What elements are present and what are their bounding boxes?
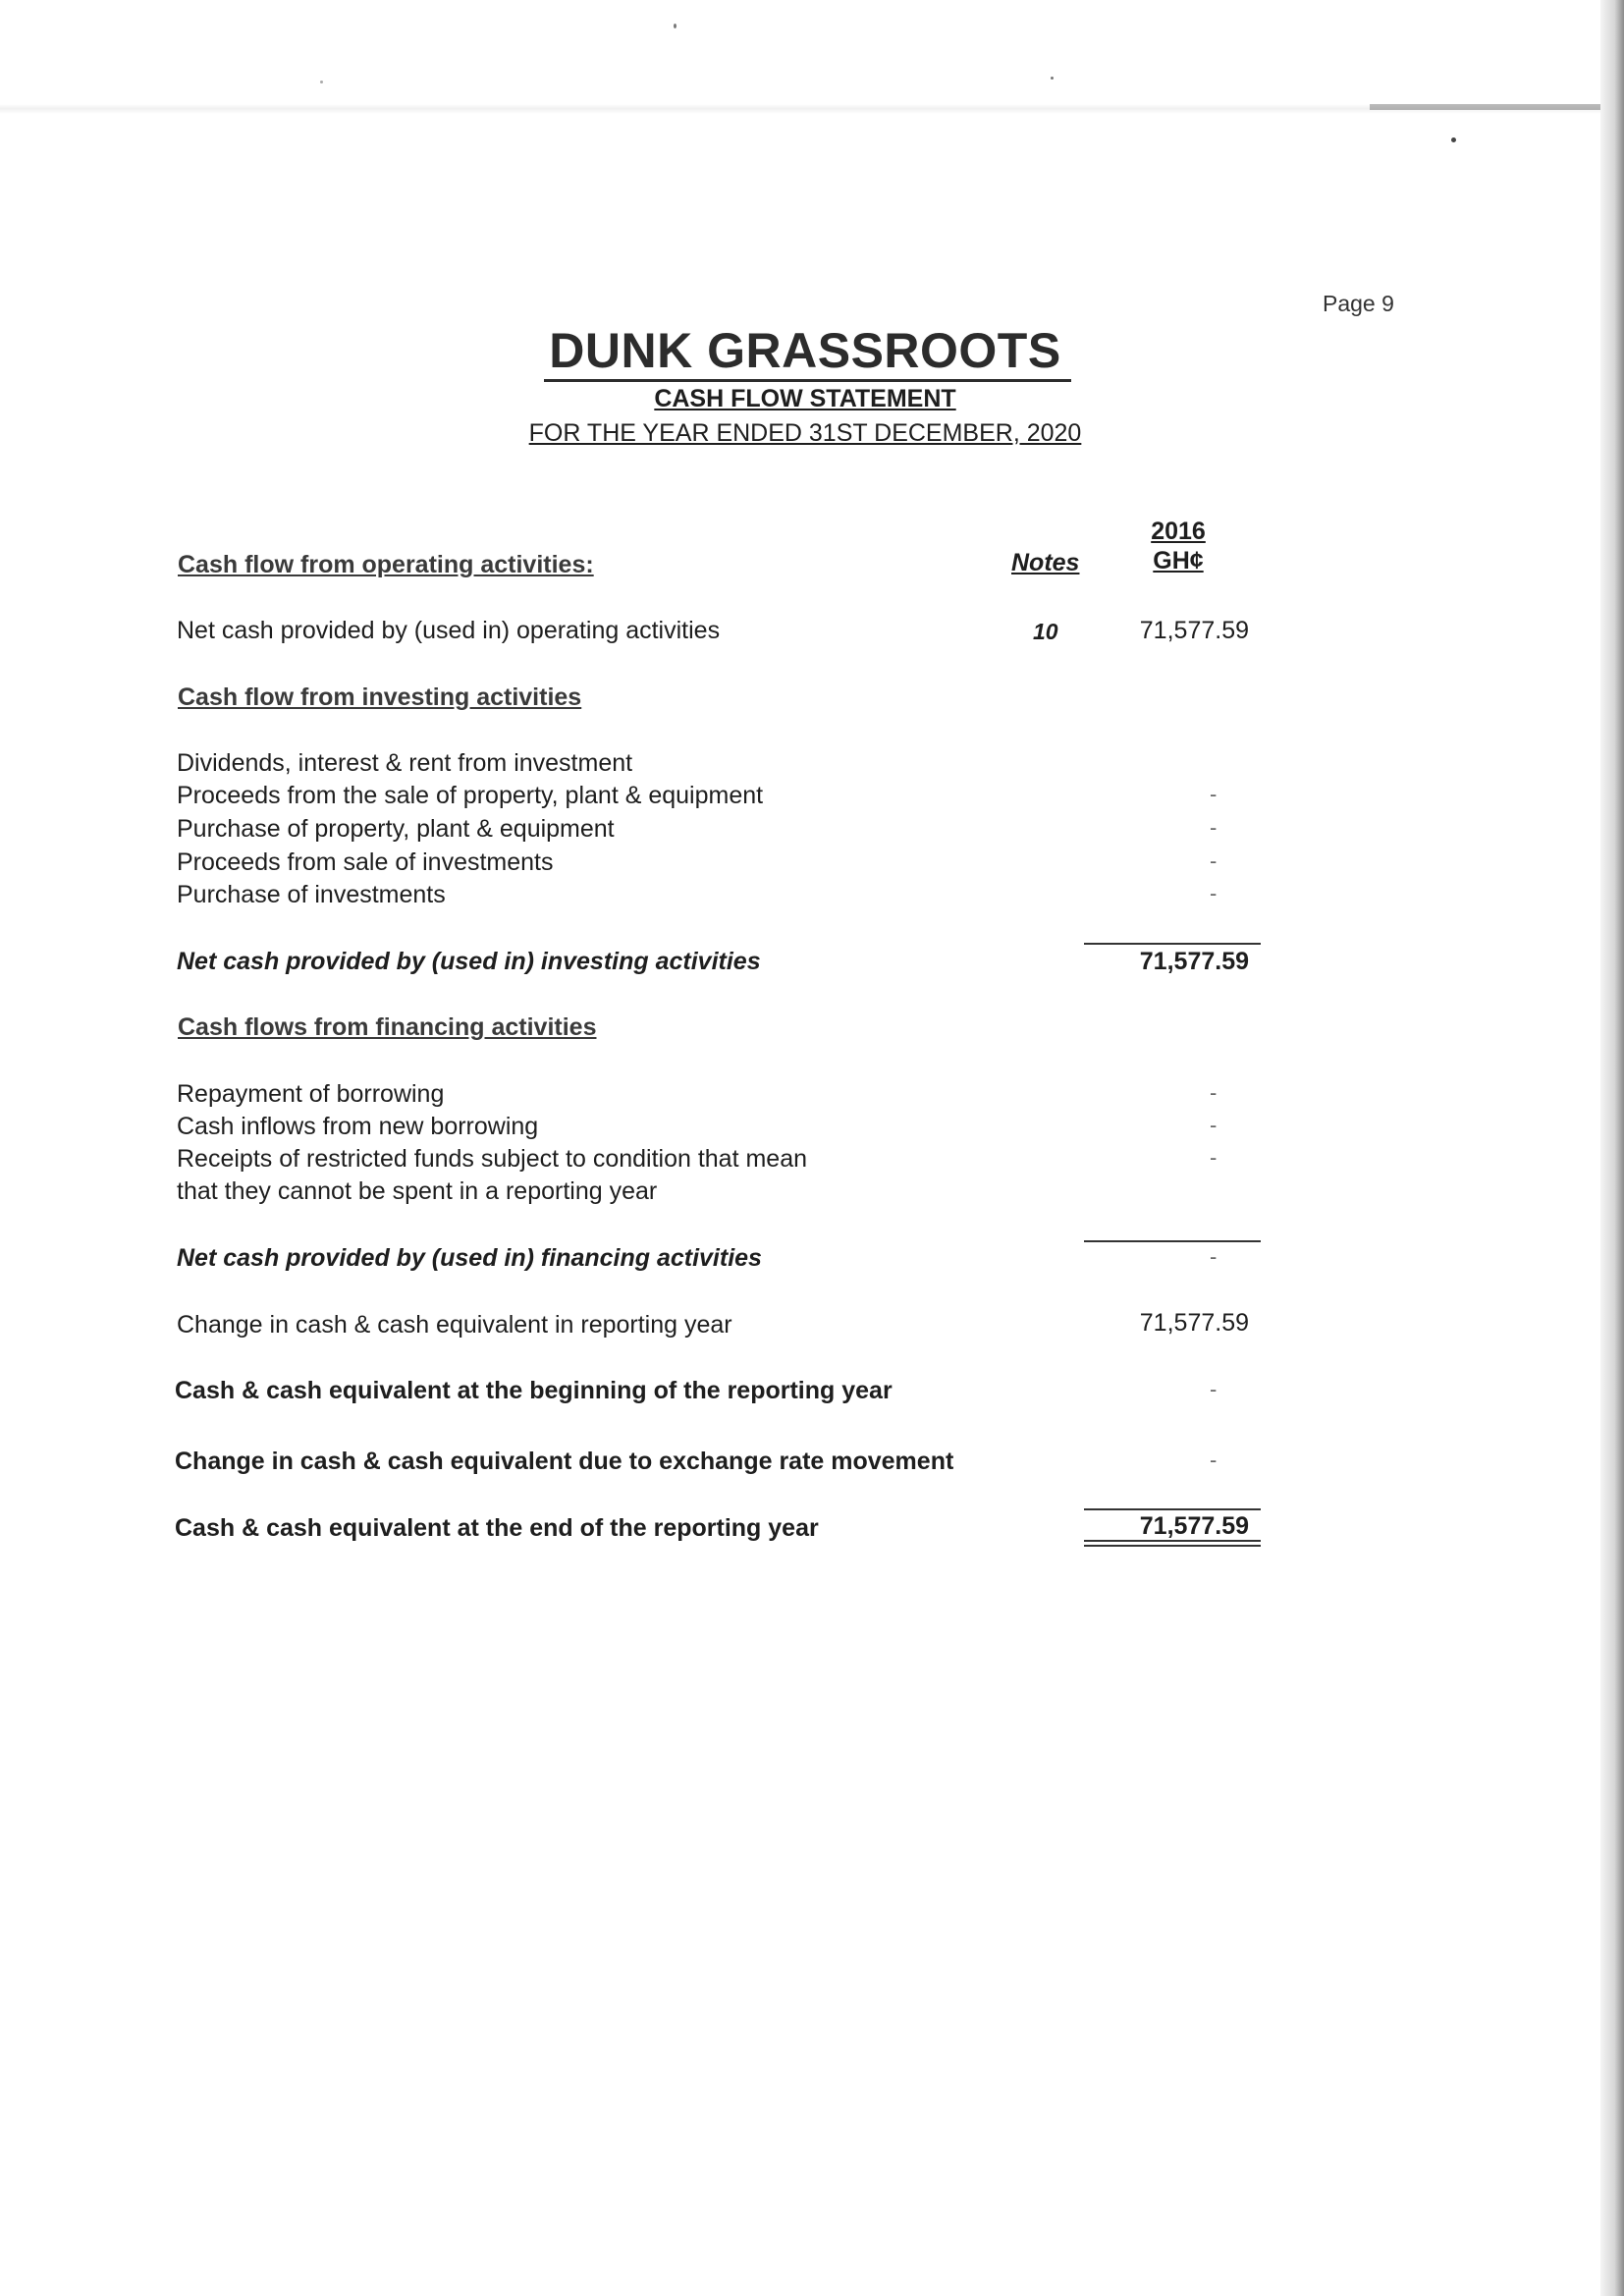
end-label: Cash & cash equivalent at the end of the reporting year <box>175 1514 819 1542</box>
subtotal-rule <box>1084 1240 1261 1242</box>
scan-speck <box>1051 77 1054 80</box>
investing-item-amount: - <box>1210 881 1218 905</box>
operating-net-label: Net cash provided by (used in) operating activities <box>177 617 721 644</box>
fx-label: Change in cash & cash equivalent due to exchange rate movement <box>175 1448 954 1475</box>
financing-item-label: that they cannot be spent in a reporting year <box>177 1177 658 1205</box>
financing-net-amount: - <box>1210 1244 1218 1269</box>
total-rule-double-2 <box>1084 1545 1261 1547</box>
statement-period: FOR THE YEAR ENDED 31ST DECEMBER, 2020 <box>528 419 1082 447</box>
financing-item-amount: - <box>1210 1080 1218 1105</box>
investing-heading: Cash flow from investing activities <box>178 683 582 711</box>
subtotal-rule <box>1084 943 1261 945</box>
investing-net-amount: 71,577.59 <box>1139 948 1249 975</box>
scan-edge-top-dark <box>1370 104 1610 110</box>
scan-speck <box>1451 137 1456 142</box>
statement-title: CASH FLOW STATEMENT <box>654 385 956 412</box>
title-underline <box>544 379 1071 382</box>
investing-item-label: Dividends, interest & rent from investment <box>177 749 633 777</box>
year-column-header: 2016 <box>1151 518 1206 545</box>
investing-item-label: Purchase of property, plant & equipment <box>177 815 615 843</box>
operating-heading: Cash flow from operating activities: <box>178 551 594 578</box>
notes-column-header: Notes <box>1011 549 1080 576</box>
investing-item-label: Proceeds from the sale of property, plant & equipment <box>177 782 764 809</box>
financing-item-label: Repayment of borrowing <box>177 1080 445 1108</box>
total-rule-double-1 <box>1084 1540 1261 1542</box>
investing-item-amount: - <box>1210 848 1218 873</box>
financing-item-amount: - <box>1210 1113 1218 1137</box>
investing-item-label: Purchase of investments <box>177 881 446 908</box>
operating-net-amount: 71,577.59 <box>1139 617 1249 644</box>
investing-net-label: Net cash provided by (used in) investing activities <box>177 948 761 975</box>
total-rule-top <box>1084 1508 1261 1510</box>
investing-item-label: Proceeds from sale of investments <box>177 848 554 876</box>
operating-net-note: 10 <box>1033 619 1058 644</box>
scan-speck <box>674 24 677 28</box>
financing-item-amount: - <box>1210 1145 1218 1170</box>
currency-column-header: GH¢ <box>1153 547 1204 574</box>
fx-amount: - <box>1210 1448 1218 1472</box>
financing-net-label: Net cash provided by (used in) financing activities <box>177 1244 762 1272</box>
company-name: DUNK GRASSROOTS <box>549 323 1061 378</box>
investing-item-amount: - <box>1210 782 1218 806</box>
financing-item-label: Receipts of restricted funds subject to condition that mean <box>177 1145 808 1173</box>
page-number: Page 9 <box>1323 291 1394 316</box>
beginning-amount: - <box>1210 1377 1218 1401</box>
change-amount: 71,577.59 <box>1139 1309 1249 1337</box>
end-amount: 71,577.59 <box>1139 1512 1249 1540</box>
financing-item-label: Cash inflows from new borrowing <box>177 1113 539 1140</box>
beginning-label: Cash & cash equivalent at the beginning of the reporting year <box>175 1377 893 1404</box>
investing-item-amount: - <box>1210 815 1218 840</box>
financing-heading: Cash flows from financing activities <box>178 1013 597 1041</box>
change-label: Change in cash & cash equivalent in reporting year <box>177 1311 732 1339</box>
scan-speck <box>320 81 323 83</box>
